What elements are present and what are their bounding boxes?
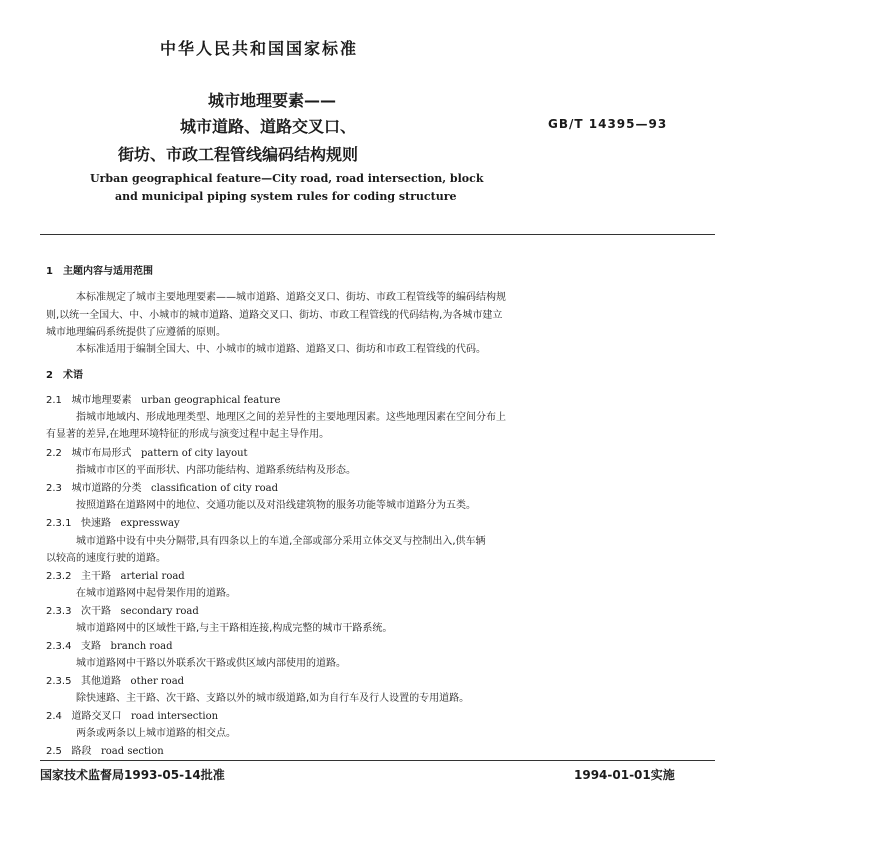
definition-2-3-4: 城市道路网中干路以外联系次干路或供区域内部使用的道路。 — [76, 658, 346, 669]
term-chinese: 城市道路的分类 — [71, 483, 142, 494]
term-2-4 — [46, 707, 218, 722]
implementation-date: 1994-01-01实施 — [574, 768, 675, 782]
definition-2-3: 按照道路在道路网中的地位、交通功能以及对沿线建筑物的服务功能等城市道路分为五类。 — [76, 500, 476, 511]
term-2-3-3 — [46, 602, 199, 617]
definition-2-3-2: 在城市道路网中起骨架作用的道路。 — [76, 588, 236, 599]
definition-2-3-1-line-2: 以较高的速度行驶的道路。 — [46, 553, 166, 564]
term-2-3-4 — [46, 637, 173, 652]
term-english: secondary road — [120, 606, 199, 617]
term-number: 2.3.1 — [46, 518, 72, 529]
section-1-para-2: 本标准适用于编制全国大、中、小城市的城市道路、道路叉口、街坊和市政工程管线的代码。 — [76, 344, 486, 355]
english-title-line-2: and municipal piping system rules for coding structure — [115, 190, 457, 203]
term-number: 2.1 — [46, 395, 62, 406]
term-2-1 — [46, 391, 280, 406]
term-chinese: 城市地理要素 — [71, 395, 132, 406]
title-line-2: 城市道路、道路交叉口、 — [180, 117, 357, 136]
definition-2-4: 两条或两条以上城市道路的相交点。 — [76, 728, 236, 739]
term-english: other road — [130, 676, 185, 687]
term-chinese: 支路 — [81, 641, 101, 652]
title-line-1: 城市地理要素—— — [208, 91, 337, 110]
issuing-body-header: 中华人民共和国国家标准 — [160, 39, 359, 58]
term-chinese: 道路交叉口 — [71, 711, 122, 722]
term-2-3-1 — [46, 514, 180, 529]
term-english: expressway — [120, 518, 180, 529]
term-2-3 — [46, 479, 278, 494]
term-number: 2.2 — [46, 448, 62, 459]
section-1-heading: 1 主题内容与适用范围 — [46, 266, 153, 277]
definition-2-3-1-line-1: 城市道路中设有中央分隔带,具有四条以上的车道,全部或部分采用立体交叉与控制出入,供车辆 — [76, 536, 486, 547]
term-chinese: 次干路 — [81, 606, 111, 617]
term-number: 2.5 — [46, 746, 62, 757]
section-1-para-1-line-1: 本标准规定了城市主要地理要素——城市道路、道路交叉口、街坊、市政工程管线等的编码结构规 — [76, 292, 506, 303]
term-2-5 — [46, 742, 164, 757]
term-chinese: 主干路 — [81, 571, 111, 582]
term-number: 2.3.4 — [46, 641, 72, 652]
term-2-3-5 — [46, 672, 184, 687]
term-chinese: 城市布局形式 — [71, 448, 132, 459]
term-number: 2.3.2 — [46, 571, 72, 582]
term-english: classification of city road — [151, 483, 279, 494]
term-chinese: 快速路 — [81, 518, 111, 529]
term-english: road intersection — [131, 711, 219, 722]
term-english: arterial road — [120, 571, 185, 582]
term-2-3-2 — [46, 567, 185, 582]
definition-2-1-line-1: 指城市地域内、形成地理类型、地理区之间的差异性的主要地理因素。这些地理因素在空间分布上 — [76, 412, 506, 423]
standard-number: GB/T 14395—93 — [548, 117, 668, 131]
term-english: pattern of city layout — [141, 448, 248, 459]
term-chinese: 路段 — [71, 746, 92, 757]
definition-2-2: 指城市市区的平面形状、内部功能结构、道路系统结构及形态。 — [76, 465, 356, 476]
term-number: 2.3.3 — [46, 606, 72, 617]
section-2-heading: 2 术语 — [46, 370, 83, 381]
term-2-2 — [46, 444, 248, 459]
english-title-line-1: Urban geographical feature—City road, road intersection, block — [90, 172, 484, 185]
term-number: 2.3.5 — [46, 676, 72, 687]
top-divider — [40, 234, 715, 235]
term-number: 2.4 — [46, 711, 62, 722]
section-1-para-1-line-3: 城市地理编码系统提供了应遵循的原则。 — [46, 327, 226, 338]
definition-2-3-5: 除快速路、主干路、次干路、支路以外的城市级道路,如为自行车及行人设置的专用道路。 — [76, 693, 470, 704]
definition-2-3-3: 城市道路网中的区域性干路,与主干路相连接,构成完整的城市干路系统。 — [76, 623, 393, 634]
bottom-divider — [40, 760, 715, 761]
term-english: road section — [101, 746, 164, 757]
definition-2-1-line-2: 有显著的差异,在地理环境特征的形成与演变过程中起主导作用。 — [46, 429, 330, 440]
term-chinese: 其他道路 — [81, 676, 121, 687]
title-line-3: 街坊、市政工程管线编码结构规则 — [118, 145, 359, 164]
section-1-para-1-line-2: 则,以统一全国大、中、小城市的城市道路、道路交叉口、街坊、市政工程管线的代码结构,为各城市建立 — [46, 310, 503, 321]
term-number: 2.3 — [46, 483, 62, 494]
term-english: urban geographical feature — [141, 395, 281, 406]
approval-date: 国家技术监督局1993-05-14批准 — [40, 768, 225, 782]
term-english: branch road — [110, 641, 173, 652]
